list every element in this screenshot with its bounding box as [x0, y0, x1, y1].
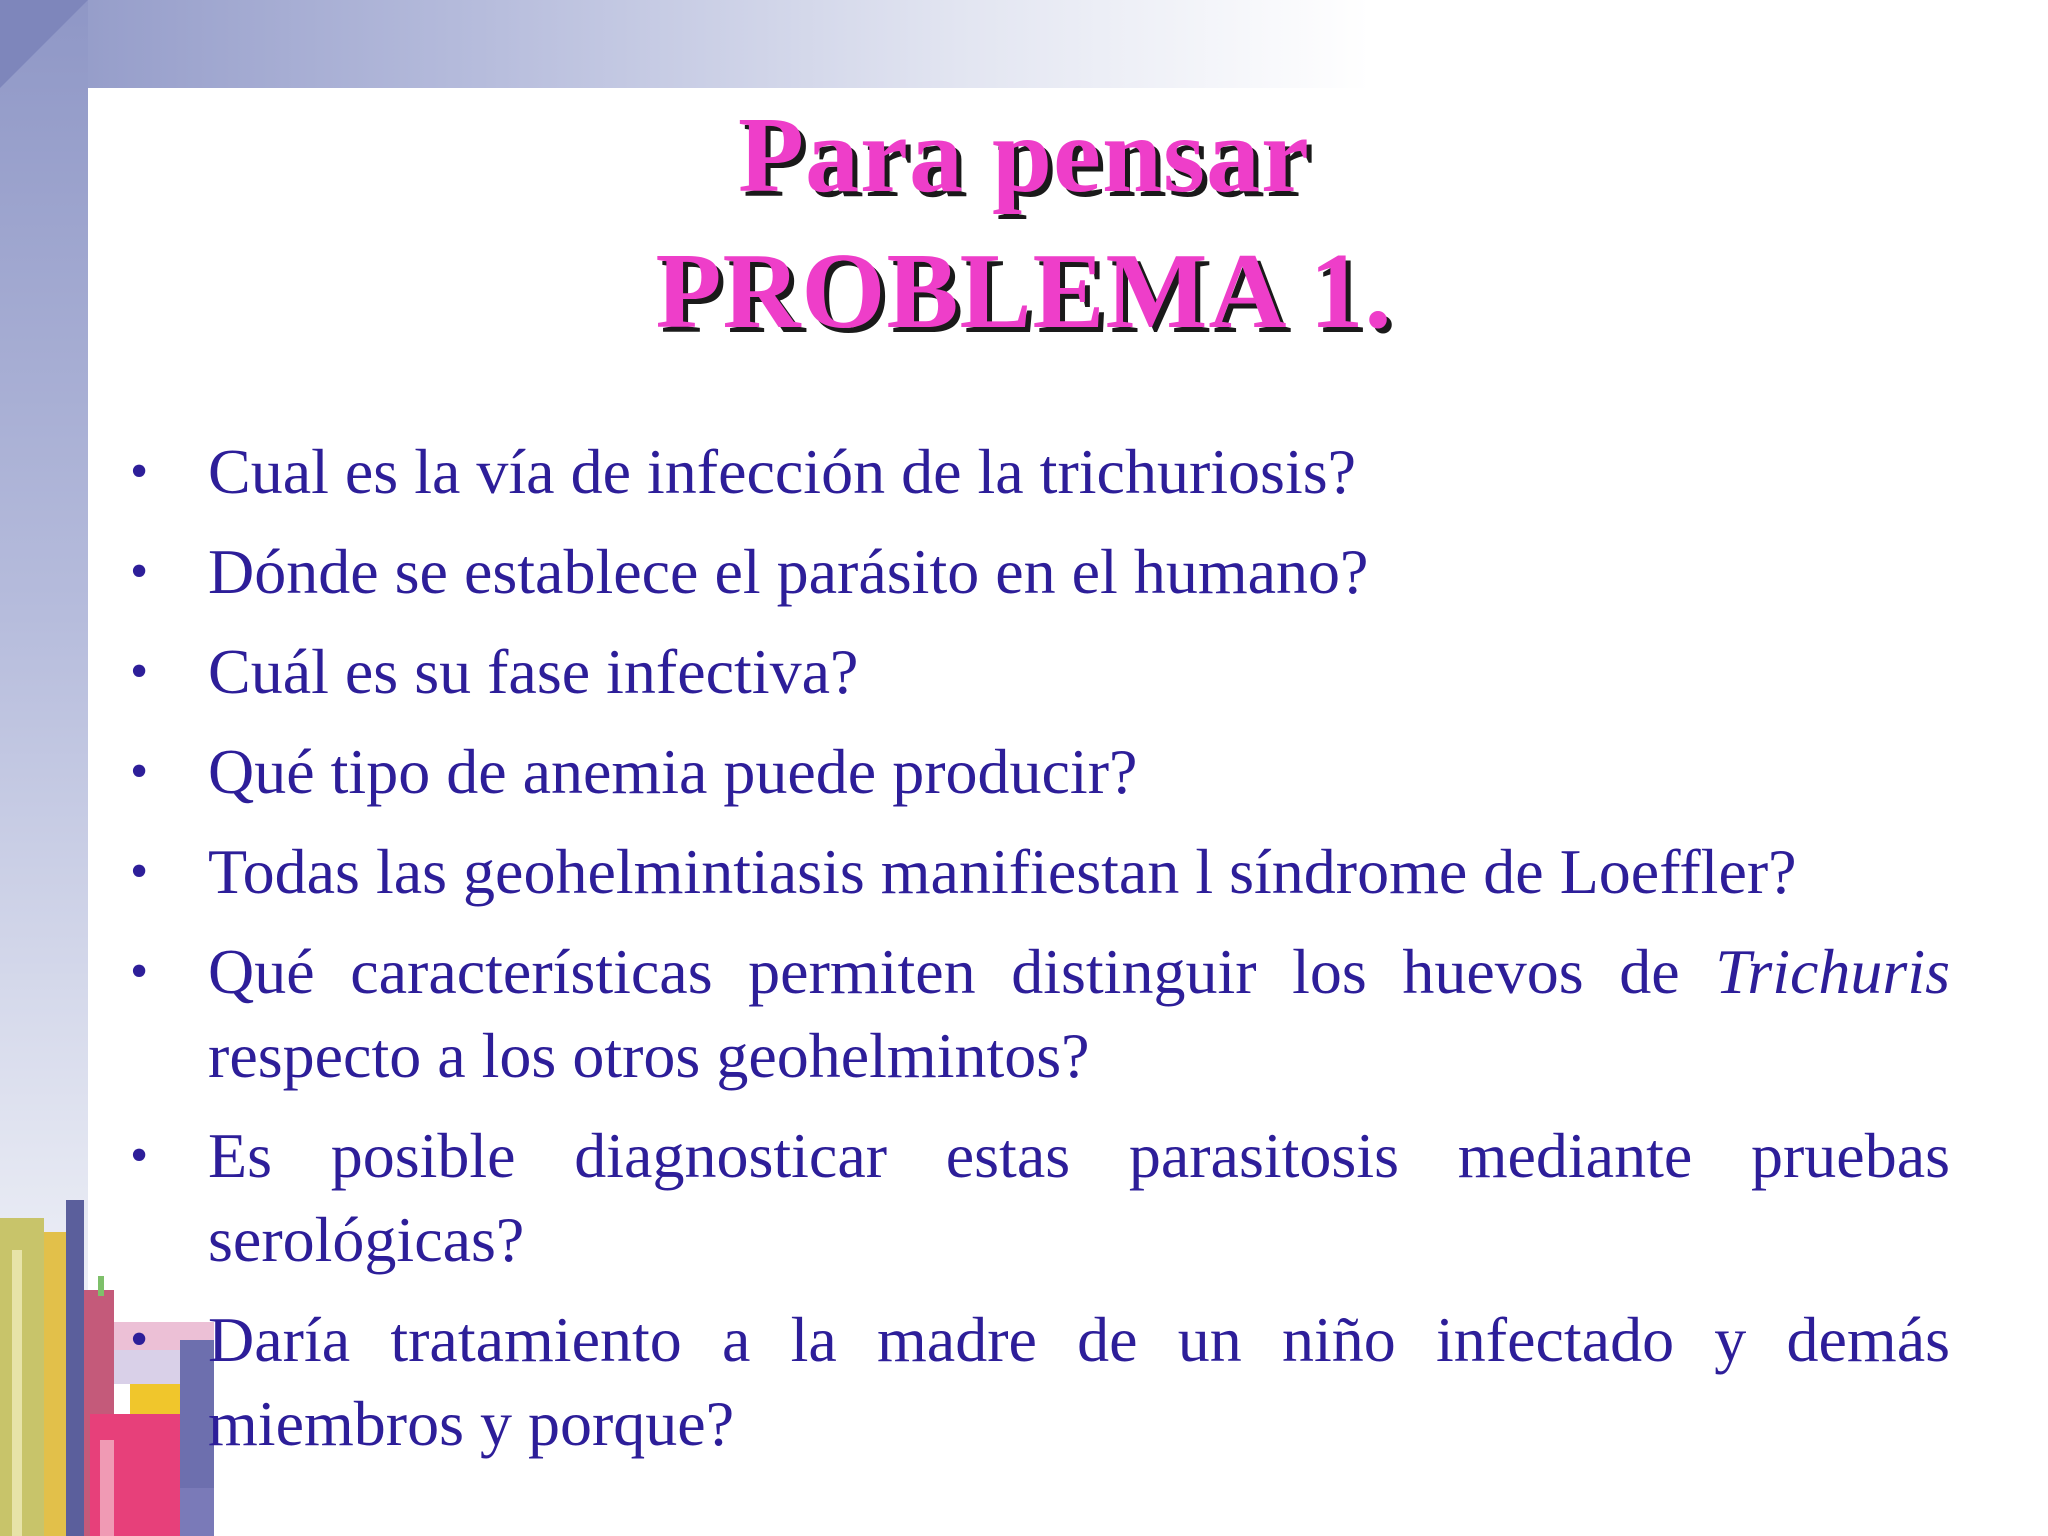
bullet-icon: •	[130, 743, 149, 800]
list-item	[120, 1298, 1950, 1466]
question-text-part: Qué características permiten distinguir los huevos de	[208, 936, 1716, 1007]
frame-corner	[0, 0, 88, 88]
question-text: Cuál es su fase infectiva?	[208, 636, 859, 707]
list-item	[120, 630, 1950, 714]
genus-name: Trichuris	[1715, 936, 1950, 1007]
bullet-icon: •	[130, 543, 149, 600]
slide-title-line2: PROBLEMA 1.	[655, 232, 1393, 351]
slide-title-line1: Para pensar	[738, 96, 1310, 215]
question-text: Cual es la vía de infección de la trichuriosis?	[208, 436, 1357, 507]
question-text: Es posible diagnosticar estas parasitosis mediante pruebas serológicas?	[208, 1120, 1950, 1275]
list-item	[120, 930, 1950, 1098]
list-item	[120, 1114, 1950, 1282]
bullet-icon: •	[130, 843, 149, 900]
frame-top-bar	[0, 0, 1370, 88]
list-item	[120, 730, 1950, 814]
question-text	[208, 936, 1950, 1091]
question-text: Daría tratamiento a la madre de un niño infectado y demás miembros y porque?	[208, 1304, 1950, 1459]
bullet-icon: •	[130, 1311, 149, 1368]
question-text: Dónde se establece el parásito en el humano?	[208, 536, 1369, 607]
bullet-icon: •	[130, 443, 149, 500]
question-text: Qué tipo de anemia puede producir?	[208, 736, 1138, 807]
question-list	[120, 430, 1950, 1482]
list-item	[120, 530, 1950, 614]
bullet-icon: •	[130, 1127, 149, 1184]
list-item	[120, 430, 1950, 514]
bullet-icon: •	[130, 943, 149, 1000]
question-text-part: respecto a los otros geohelmintos?	[208, 1020, 1090, 1091]
question-text: Todas las geohelmintiasis manifiestan l síndrome de Loeffler?	[208, 836, 1797, 907]
bullet-icon: •	[130, 643, 149, 700]
list-item	[120, 830, 1950, 914]
